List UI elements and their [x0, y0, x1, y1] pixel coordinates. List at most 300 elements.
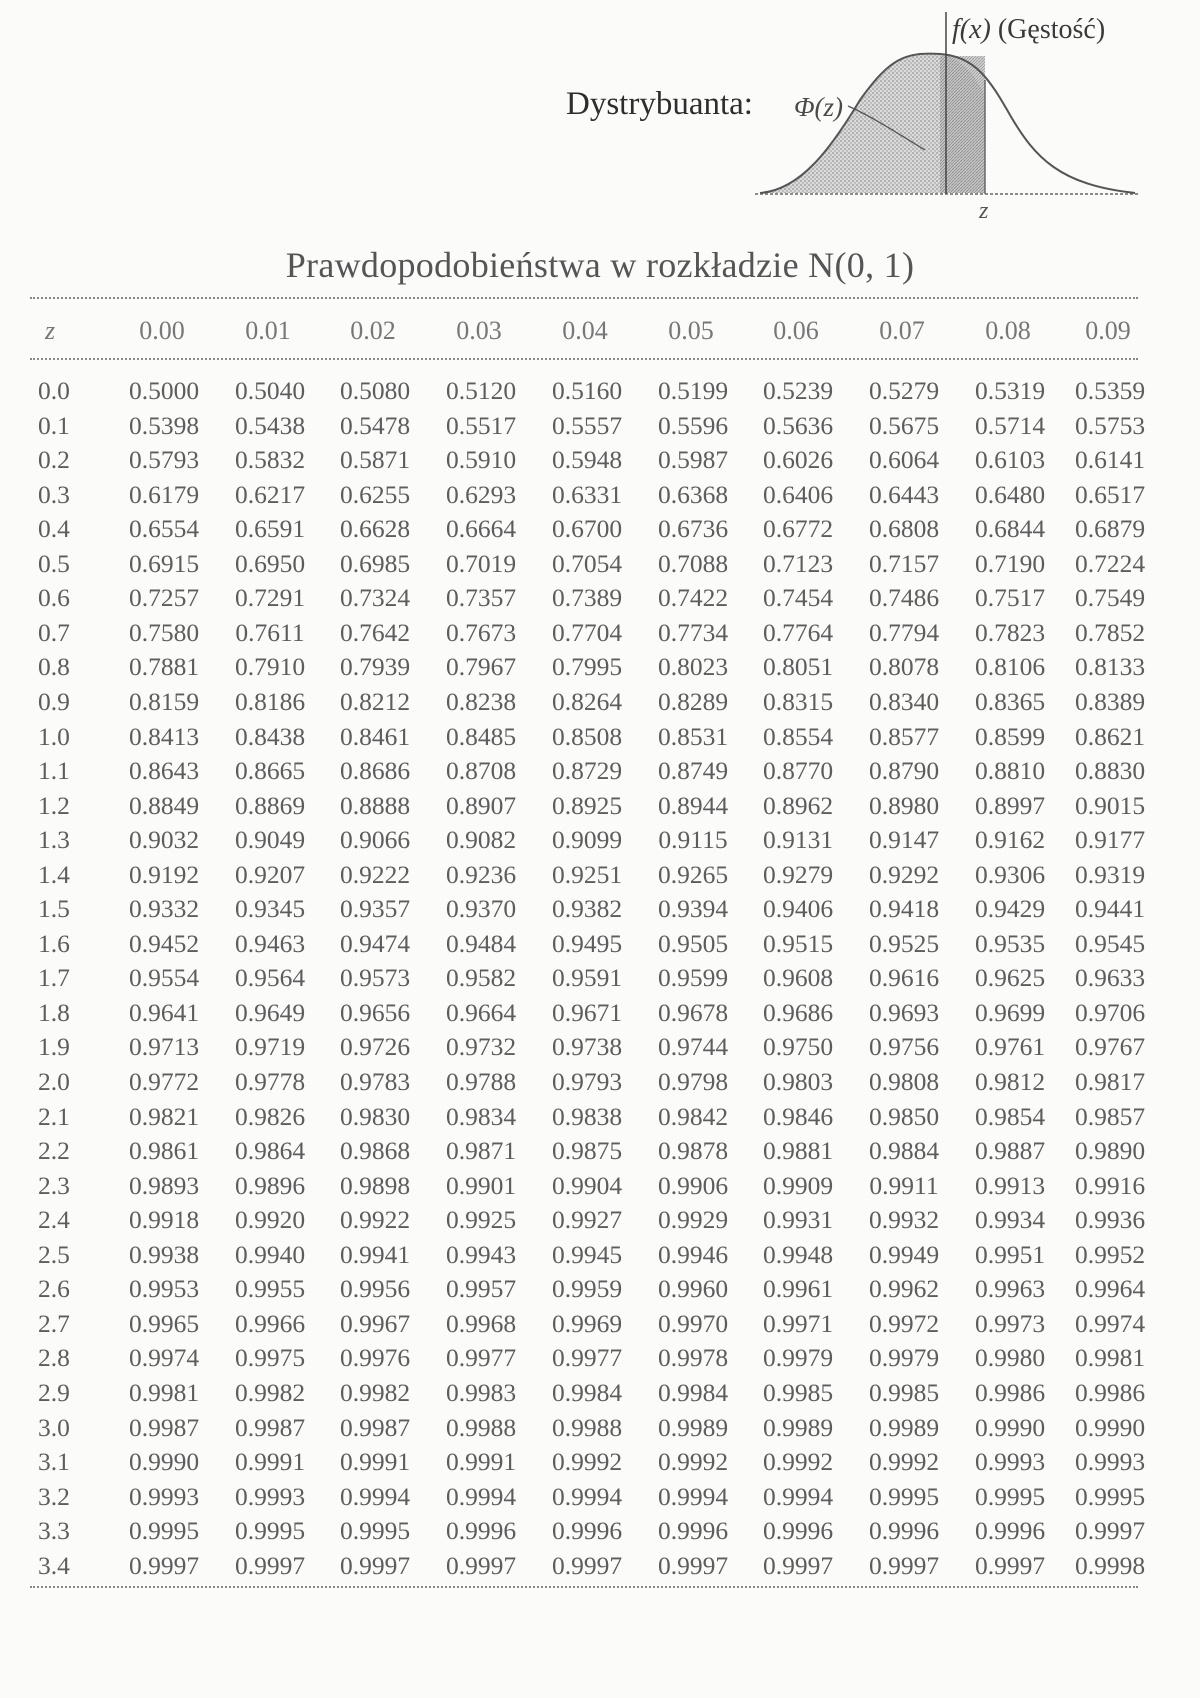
table-cell: 0.9959 — [551, 1274, 623, 1304]
table-cell: 0.9973 — [974, 1308, 1046, 1338]
normal-distribution-figure — [0, 0, 1200, 240]
table-cell: 0.7549 — [1074, 583, 1146, 613]
row-z-value: 1.7 — [38, 963, 70, 993]
table-cell: 0.8770 — [762, 756, 834, 786]
table-row — [0, 1032, 1200, 1066]
table-row — [0, 1102, 1200, 1136]
row-z-value: 0.2 — [38, 445, 70, 475]
table-cell: 0.5000 — [128, 376, 200, 405]
table-row — [0, 1343, 1200, 1377]
row-z-value: 1.1 — [38, 756, 70, 786]
table-cell: 0.9974 — [128, 1343, 200, 1373]
table-cell: 0.8413 — [128, 721, 200, 751]
row-z-value: 2.5 — [38, 1239, 70, 1269]
table-cell: 0.9842 — [657, 1101, 729, 1131]
table-cell: 0.9616 — [868, 963, 940, 993]
row-z-value: 1.9 — [38, 1032, 70, 1062]
table-cell: 0.9890 — [1074, 1136, 1146, 1166]
table-cell: 0.9608 — [762, 963, 834, 993]
table-cell: 0.8962 — [762, 790, 834, 820]
table-cell: 0.9991 — [234, 1447, 306, 1477]
table-cell: 0.9978 — [657, 1343, 729, 1373]
table-cell: 0.9649 — [234, 997, 306, 1027]
table-cell: 0.9032 — [128, 825, 200, 855]
table-cell: 0.9997 — [339, 1550, 411, 1580]
table-cell: 0.9131 — [762, 825, 834, 855]
table-cell: 0.5517 — [445, 410, 517, 440]
table-row — [0, 1171, 1200, 1205]
table-cell: 0.9951 — [974, 1239, 1046, 1269]
table-cell: 0.9972 — [868, 1308, 940, 1338]
table-cell: 0.6368 — [657, 479, 729, 509]
table-cell: 0.9929 — [657, 1205, 729, 1235]
header-col: 0.08 — [985, 316, 1031, 345]
table-cell: 0.9968 — [445, 1308, 517, 1338]
table-cell: 0.9949 — [868, 1239, 940, 1269]
table-cell: 0.9992 — [551, 1447, 623, 1477]
table-cell: 0.9678 — [657, 997, 729, 1027]
table-cell: 0.7764 — [762, 617, 834, 647]
table-cell: 0.9452 — [128, 928, 200, 958]
table-cell: 0.9875 — [551, 1136, 623, 1166]
table-cell: 0.9994 — [339, 1481, 411, 1511]
table-row — [0, 929, 1200, 963]
table-cell: 0.8997 — [974, 790, 1046, 820]
table-cell: 0.9279 — [762, 859, 834, 889]
table-cell: 0.9936 — [1074, 1205, 1146, 1235]
table-cell: 0.8888 — [339, 790, 411, 820]
table-cell: 0.9963 — [974, 1274, 1046, 1304]
row-z-value: 2.0 — [38, 1067, 70, 1096]
table-cell: 0.9525 — [868, 928, 940, 958]
table-cell: 0.9319 — [1074, 859, 1146, 889]
table-cell: 0.9916 — [1074, 1170, 1146, 1200]
table-cell: 0.9744 — [657, 1032, 729, 1062]
table-row — [0, 583, 1200, 617]
table-cell: 0.9767 — [1074, 1032, 1146, 1062]
table-cell: 0.7611 — [235, 617, 305, 647]
table-cell: 0.9821 — [128, 1101, 200, 1131]
table-cell: 0.5239 — [762, 376, 834, 405]
table-cell: 0.9345 — [234, 894, 306, 924]
table-cell: 0.9699 — [974, 997, 1046, 1027]
table-cell: 0.9966 — [234, 1308, 306, 1338]
table-cell: 0.9985 — [762, 1377, 834, 1407]
table-cell: 0.9049 — [234, 825, 306, 855]
table-row — [0, 791, 1200, 825]
table-cell: 0.9591 — [551, 963, 623, 993]
table-cell: 0.9864 — [234, 1136, 306, 1166]
table-cell: 0.8907 — [445, 790, 517, 820]
table-cell: 0.5793 — [128, 445, 200, 475]
table-cell: 0.7967 — [445, 652, 517, 682]
table-cell: 0.9932 — [868, 1205, 940, 1235]
table-cell: 0.6331 — [551, 479, 623, 509]
table-cell: 0.9934 — [974, 1205, 1046, 1235]
table-cell: 0.9993 — [128, 1481, 200, 1511]
row-z-value: 1.3 — [38, 825, 70, 855]
table-cell: 0.9976 — [339, 1343, 411, 1373]
table-row — [0, 1413, 1200, 1447]
header-col: 0.01 — [245, 316, 291, 345]
table-cell: 0.9996 — [445, 1516, 517, 1546]
row-z-value: 0.7 — [38, 617, 70, 647]
table-cell: 0.9656 — [339, 997, 411, 1027]
table-cell: 0.6554 — [128, 514, 200, 544]
table-cell: 0.7642 — [339, 617, 411, 647]
table-cell: 0.9994 — [762, 1481, 834, 1511]
table-cell: 0.8264 — [551, 686, 623, 716]
row-z-value: 1.2 — [38, 790, 70, 820]
table-cell: 0.9995 — [234, 1516, 306, 1546]
table-cell: 0.9977 — [445, 1343, 517, 1373]
table-cell: 0.9996 — [762, 1516, 834, 1546]
table-row — [0, 1136, 1200, 1170]
table-cell: 0.9998 — [1074, 1550, 1146, 1580]
table-cell: 0.9969 — [551, 1308, 623, 1338]
table-cell: 0.9992 — [762, 1447, 834, 1477]
table-cell: 0.6217 — [234, 479, 306, 509]
row-z-value: 0.4 — [38, 514, 70, 544]
table-cell: 0.8925 — [551, 790, 623, 820]
table-cell: 0.9515 — [762, 928, 834, 958]
table-cell: 0.9989 — [868, 1412, 940, 1442]
table-cell: 0.9306 — [974, 859, 1046, 889]
table-cell: 0.6664 — [445, 514, 517, 544]
table-cell: 0.9990 — [1074, 1412, 1146, 1442]
table-row — [0, 722, 1200, 756]
table-cell: 0.7224 — [1074, 548, 1146, 578]
table-cell: 0.7454 — [762, 583, 834, 613]
table-row — [0, 1516, 1200, 1550]
table-cell: 0.6103 — [974, 445, 1046, 475]
table-cell: 0.9772 — [128, 1067, 200, 1096]
table-cell: 0.9909 — [762, 1170, 834, 1200]
table-cell: 0.8289 — [657, 686, 729, 716]
table-cell: 0.9686 — [762, 997, 834, 1027]
table-cell: 0.9913 — [974, 1170, 1046, 1200]
header-divider — [30, 358, 1138, 360]
table-cell: 0.9985 — [868, 1377, 940, 1407]
row-z-value: 0.3 — [38, 479, 70, 509]
row-z-value: 2.6 — [38, 1274, 70, 1304]
table-cell: 0.9871 — [445, 1136, 517, 1166]
table-cell: 0.9996 — [657, 1516, 729, 1546]
table-cell: 0.9830 — [339, 1101, 411, 1131]
table-cell: 0.9931 — [762, 1205, 834, 1235]
table-cell: 0.7019 — [445, 548, 517, 578]
row-z-value: 2.9 — [38, 1377, 70, 1407]
table-cell: 0.9957 — [445, 1274, 517, 1304]
table-cell: 0.9986 — [974, 1377, 1046, 1407]
table-cell: 0.9887 — [974, 1136, 1046, 1166]
table-cell: 0.9474 — [339, 928, 411, 958]
table-cell: 0.5636 — [762, 410, 834, 440]
table-cell: 0.9952 — [1074, 1239, 1146, 1269]
table-cell: 0.9992 — [657, 1447, 729, 1477]
table-cell: 0.9750 — [762, 1032, 834, 1062]
table-row — [0, 652, 1200, 686]
table-cell: 0.9943 — [445, 1239, 517, 1269]
table-cell: 0.5871 — [339, 445, 411, 475]
table-cell: 0.9599 — [657, 963, 729, 993]
table-cell: 0.9984 — [657, 1377, 729, 1407]
z-axis-label: z — [979, 198, 989, 224]
table-cell: 0.9357 — [339, 894, 411, 924]
table-cell: 0.9990 — [128, 1447, 200, 1477]
table-row — [0, 963, 1200, 997]
table-cell: 0.5199 — [657, 376, 729, 405]
table-cell: 0.6985 — [339, 548, 411, 578]
table-cell: 0.9857 — [1074, 1101, 1146, 1131]
cdf-label: Dystrybuanta: — [566, 86, 753, 122]
table-cell: 0.9066 — [339, 825, 411, 855]
table-cell: 0.9925 — [445, 1205, 517, 1235]
table-cell: 0.8238 — [445, 686, 517, 716]
table-cell: 0.7580 — [128, 617, 200, 647]
table-cell: 0.9535 — [974, 928, 1046, 958]
table-cell: 0.9965 — [128, 1308, 200, 1338]
table-cell: 0.9993 — [234, 1481, 306, 1511]
table-cell: 0.9997 — [868, 1550, 940, 1580]
table-cell: 0.8665 — [234, 756, 306, 786]
table-row — [0, 445, 1200, 479]
table-cell: 0.9370 — [445, 894, 517, 924]
table-row — [0, 998, 1200, 1032]
table-cell: 0.7910 — [234, 652, 306, 682]
table-cell: 0.8621 — [1074, 721, 1146, 751]
table-cell: 0.6443 — [868, 479, 940, 509]
table-cell: 0.5478 — [339, 410, 411, 440]
table-cell: 0.8023 — [657, 652, 729, 682]
table-cell: 0.9977 — [551, 1343, 623, 1373]
table-cell: 0.9826 — [234, 1101, 306, 1131]
table-cell: 0.9940 — [234, 1239, 306, 1269]
table-cell: 0.9406 — [762, 894, 834, 924]
table-row — [0, 1551, 1200, 1585]
table-cell: 0.6406 — [762, 479, 834, 509]
table-cell: 0.7939 — [339, 652, 411, 682]
table-cell: 0.9989 — [762, 1412, 834, 1442]
table-cell: 0.8186 — [234, 686, 306, 716]
row-z-value: 2.2 — [38, 1136, 70, 1166]
table-row — [0, 894, 1200, 928]
table-cell: 0.7088 — [657, 548, 729, 578]
table-cell: 0.7422 — [657, 583, 729, 613]
table-cell: 0.8315 — [762, 686, 834, 716]
row-z-value: 0.6 — [38, 583, 70, 613]
table-cell: 0.6179 — [128, 479, 200, 509]
table-cell: 0.7517 — [974, 583, 1046, 613]
table-cell: 0.7704 — [551, 617, 623, 647]
table-cell: 0.9991 — [445, 1447, 517, 1477]
table-cell: 0.9906 — [657, 1170, 729, 1200]
header-col: 0.09 — [1085, 316, 1131, 345]
row-z-value: 3.3 — [38, 1516, 70, 1546]
table-cell: 0.9207 — [234, 859, 306, 889]
table-cell: 0.9495 — [551, 928, 623, 958]
table-cell: 0.8461 — [339, 721, 411, 751]
table-cell: 0.8531 — [657, 721, 729, 751]
table-row — [0, 1240, 1200, 1274]
table-cell: 0.9803 — [762, 1067, 834, 1096]
table-cell: 0.8051 — [762, 652, 834, 682]
table-row — [0, 549, 1200, 583]
table-cell: 0.9988 — [445, 1412, 517, 1442]
table-cell: 0.9582 — [445, 963, 517, 993]
row-z-value: 1.8 — [38, 997, 70, 1027]
table-cell: 0.9997 — [128, 1550, 200, 1580]
table-row — [0, 1274, 1200, 1308]
table-cell: 0.9979 — [868, 1343, 940, 1373]
table-cell: 0.6844 — [974, 514, 1046, 544]
table-cell: 0.7257 — [128, 583, 200, 613]
table-cell: 0.6915 — [128, 548, 200, 578]
table-cell: 0.9995 — [339, 1516, 411, 1546]
table-cell: 0.7157 — [868, 548, 940, 578]
table-cell: 0.8389 — [1074, 686, 1146, 716]
table-cell: 0.9898 — [339, 1170, 411, 1200]
table-cell: 0.9332 — [128, 894, 200, 924]
table-cell: 0.9761 — [974, 1032, 1046, 1062]
table-cell: 0.9927 — [551, 1205, 623, 1235]
table-cell: 0.6950 — [234, 548, 306, 578]
table-cell: 0.9960 — [657, 1274, 729, 1304]
table-cell: 0.9854 — [974, 1101, 1046, 1131]
table-cell: 0.9115 — [658, 825, 728, 855]
table-cell: 0.6628 — [339, 514, 411, 544]
table-cell: 0.5675 — [868, 410, 940, 440]
table-cell: 0.6772 — [762, 514, 834, 544]
table-cell: 0.9441 — [1074, 894, 1146, 924]
table-cell: 0.9996 — [551, 1516, 623, 1546]
table-cell: 0.9938 — [128, 1239, 200, 1269]
density-function-symbol: f(x) — [952, 14, 991, 45]
table-cell: 0.8599 — [974, 721, 1046, 751]
table-cell: 0.9463 — [234, 928, 306, 958]
table-cell: 0.9995 — [1074, 1481, 1146, 1511]
table-cell: 0.9980 — [974, 1343, 1046, 1373]
table-cell: 0.8508 — [551, 721, 623, 751]
table-cell: 0.9738 — [551, 1032, 623, 1062]
table-cell: 0.9964 — [1074, 1274, 1146, 1304]
table-cell: 0.9783 — [339, 1067, 411, 1096]
row-z-value: 0.9 — [38, 686, 70, 716]
table-cell: 0.9982 — [339, 1377, 411, 1407]
table-cell: 0.8106 — [974, 652, 1046, 682]
table-cell: 0.8485 — [445, 721, 517, 751]
table-cell: 0.9961 — [762, 1274, 834, 1304]
table-row — [0, 376, 1200, 410]
header-col: 0.02 — [350, 316, 396, 345]
table-cell: 0.9904 — [551, 1170, 623, 1200]
table-cell: 0.9850 — [868, 1101, 940, 1131]
table-cell: 0.9099 — [551, 825, 623, 855]
table-cell: 0.9236 — [445, 859, 517, 889]
table-cell: 0.9564 — [234, 963, 306, 993]
row-z-value: 1.6 — [38, 928, 70, 958]
table-cell: 0.6064 — [868, 445, 940, 475]
table-cell: 0.7054 — [551, 548, 623, 578]
table-cell: 0.7673 — [445, 617, 517, 647]
table-cell: 0.9901 — [445, 1170, 517, 1200]
table-cell: 0.8830 — [1074, 756, 1146, 786]
table-row — [0, 1447, 1200, 1481]
table-cell: 0.9706 — [1074, 997, 1146, 1027]
table-cell: 0.9893 — [128, 1170, 200, 1200]
density-label-text: (Gęstość) — [997, 14, 1106, 45]
table-cell: 0.9979 — [762, 1343, 834, 1373]
table-cell: 0.9987 — [339, 1412, 411, 1442]
table-cell: 0.9505 — [657, 928, 729, 958]
table-row — [0, 411, 1200, 445]
table-cell: 0.9554 — [128, 963, 200, 993]
header-col: 0.06 — [773, 316, 819, 345]
table-cell: 0.6591 — [234, 514, 306, 544]
table-cell: 0.6879 — [1074, 514, 1146, 544]
header-col: 0.00 — [139, 316, 185, 345]
table-cell: 0.9222 — [339, 859, 411, 889]
table-cell: 0.8365 — [974, 686, 1046, 716]
table-cell: 0.9429 — [974, 894, 1046, 924]
table-cell: 0.9988 — [551, 1412, 623, 1442]
table-cell: 0.9962 — [868, 1274, 940, 1304]
table-cell: 0.9846 — [762, 1101, 834, 1131]
table-cell: 0.9967 — [339, 1308, 411, 1338]
table-row — [0, 618, 1200, 652]
table-cell: 0.9713 — [128, 1032, 200, 1062]
table-cell: 0.9997 — [551, 1550, 623, 1580]
table-cell: 0.5910 — [445, 445, 517, 475]
table-cell: 0.5596 — [657, 410, 729, 440]
density-label — [952, 14, 1105, 46]
table-cell: 0.8078 — [868, 652, 940, 682]
table-cell: 0.8980 — [868, 790, 940, 820]
row-z-value: 2.3 — [38, 1170, 70, 1200]
table-cell: 0.9996 — [974, 1516, 1046, 1546]
row-z-value: 1.4 — [38, 859, 70, 889]
table-cell: 0.9922 — [339, 1205, 411, 1235]
table-cell: 0.9265 — [657, 859, 729, 889]
table-cell: 0.5120 — [445, 376, 517, 405]
table-cell: 0.9192 — [128, 859, 200, 889]
table-cell: 0.6141 — [1074, 445, 1146, 475]
table-cell: 0.7324 — [339, 583, 411, 613]
header-z: z — [44, 316, 56, 345]
row-z-value: 0.8 — [38, 652, 70, 682]
table-cell: 0.8749 — [657, 756, 729, 786]
header-col: 0.05 — [668, 316, 714, 345]
table-cell: 0.9946 — [657, 1239, 729, 1269]
row-z-value: 3.0 — [38, 1412, 70, 1442]
table-cell: 0.9987 — [234, 1412, 306, 1442]
table-cell: 0.9719 — [234, 1032, 306, 1062]
table-cell: 0.9082 — [445, 825, 517, 855]
table-cell: 0.7734 — [657, 617, 729, 647]
table-cell: 0.9956 — [339, 1274, 411, 1304]
table-row — [0, 1378, 1200, 1412]
table-cell: 0.9982 — [234, 1377, 306, 1407]
table-cell: 0.9162 — [974, 825, 1046, 855]
table-row — [0, 1482, 1200, 1516]
row-z-value: 3.2 — [38, 1481, 70, 1511]
table-cell: 0.9861 — [128, 1136, 200, 1166]
table-cell: 0.9881 — [762, 1136, 834, 1166]
top-divider — [30, 297, 1138, 299]
table-cell: 0.6700 — [551, 514, 623, 544]
table-cell: 0.9418 — [868, 894, 940, 924]
table-cell: 0.7389 — [551, 583, 623, 613]
